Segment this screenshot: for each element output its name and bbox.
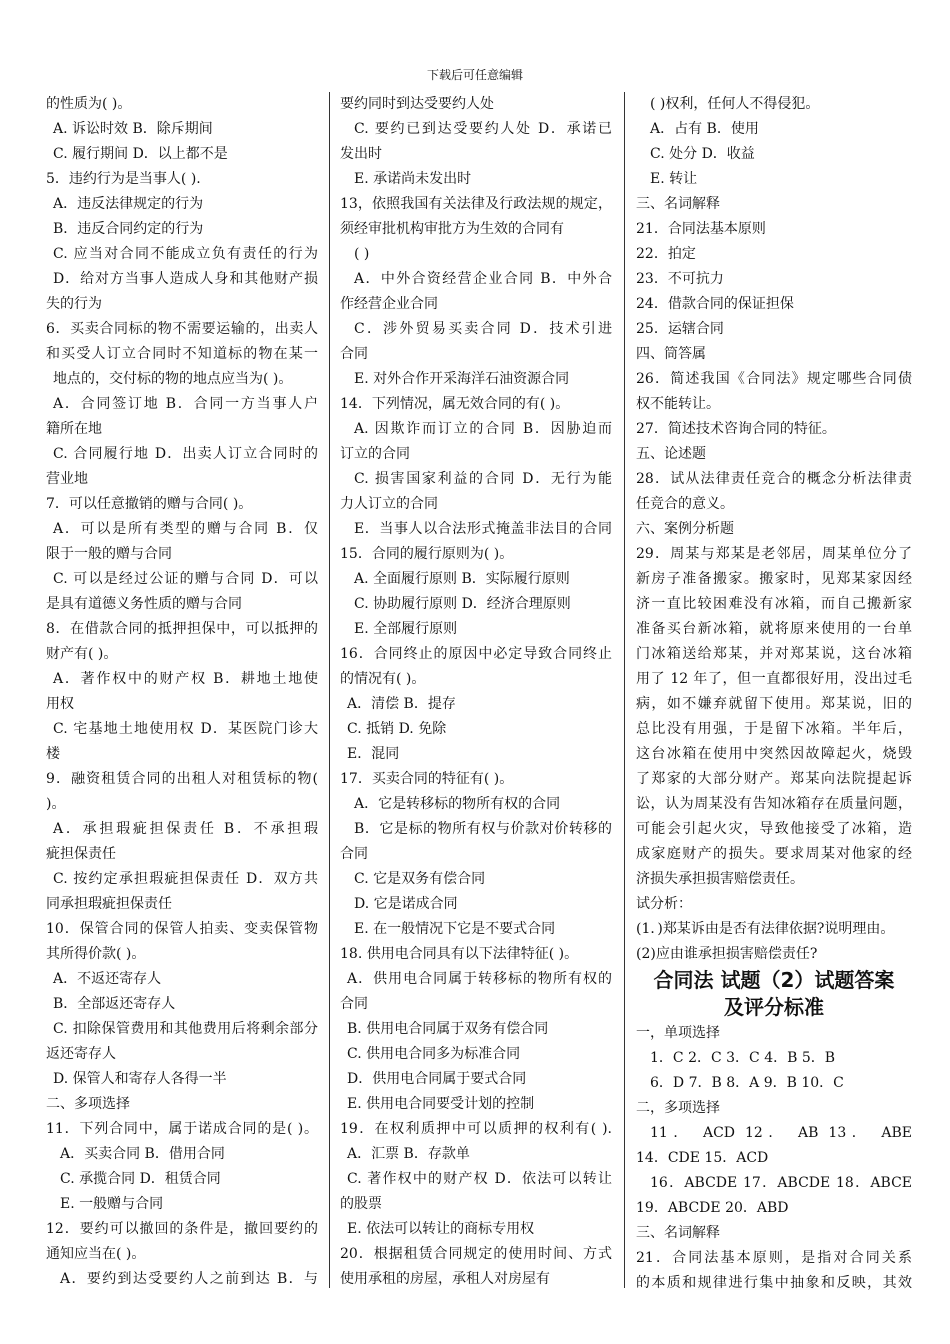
text-line: 29．周某与郑某是老邻居，周某单位分了 [636,546,912,562]
text-line: A．清偿 B．提存 [347,696,456,712]
text-line: 合同 [340,846,368,862]
text-line: C. 合同履行地 D．出卖人订立合同时的 [53,446,318,462]
text-line: E. 对外合作开采海洋石油资源合同 [354,371,570,387]
text-line: A．要约到达受要约人之前到达 B．与 [60,1271,318,1287]
text-line: A．不返还寄存人 [53,971,162,987]
text-line: 8．在借款合同的抵押担保中，可以抵押的 [46,621,318,637]
text-line: 营业地 [46,471,88,487]
text-line: 16．合同终止的原因中必定导致合同终止 [340,646,612,662]
text-line: A. 全面履行原则 B．实际履行原则 [354,571,570,587]
text-line: 16．ABCDE 17．ABCDE 18．ABCE [650,1175,912,1191]
text-line: C. 协助履行原则 D．经济合理原则 [354,596,571,612]
text-line: 24．借款合同的保证担保 [636,296,794,312]
text-line: 返还寄存人 [46,1046,116,1062]
text-line: E. 一般赠与合同 [60,1196,164,1212]
text-line: 15．合同的履行原则为( )。 [340,546,514,562]
text-line: B. 供用电合同属于双务有偿合同 [347,1021,549,1037]
text-line: A. 诉讼时效 B．除斥期间 [53,121,213,137]
text-line: 20．根据租赁合同规定的使用时间、方式 [340,1246,612,1262]
text-line: E. 全部履行原则 [354,621,458,637]
column-divider [624,92,625,1288]
text-line: A．汇票 B．存款单 [347,1146,470,1162]
text-line: A．买卖合同 B．借用合同 [60,1146,225,1162]
page-header: 下载后可任意编辑 [426,68,523,82]
text-line: 27．简述技术咨询合同的特征。 [636,421,836,437]
text-line: 试分析： [636,896,692,912]
text-line: 三、名词解释 [636,1225,720,1241]
text-line: E. 承诺尚未发出时 [354,171,472,187]
text-line: C．涉外贸易买卖合同 D．技术引进 [354,321,612,337]
text-line: C. 承揽合同 D．租赁合同 [60,1171,221,1187]
text-line: 13，依照我国有关法律及行政法规的规定， [340,196,612,212]
text-line: 成家庭财产的损失。要求周某对他家的经 [636,846,912,862]
text-line: 可能会引起火灾，导致他接受了冰箱，造 [636,821,912,837]
text-line: A．著作权中的财产权 B．耕地土地使 [53,671,318,687]
text-line: 用了 12 年了，但一直都很好用，没出过毛 [636,671,912,687]
text-line: 的情况有( )。 [340,671,426,687]
text-line: C. 损害国家利益的合同 D．无行为能 [354,471,612,487]
answer-title: 合同法 试题（2）试题答案 [653,968,895,992]
text-line: 25．运辖合同 [636,321,724,337]
text-line: D．给对方当事人造成人身和其他财产损 [53,271,318,287]
text-line: 5．违约行为是当事人( ). [46,171,201,187]
text-line: 合同 [340,996,368,1012]
text-line: 7．可以任意撤销的赠与合同( )。 [46,496,253,512]
text-line: A．中外合资经营企业合同 B．中外合 [354,271,612,287]
text-line: B．违反合同约定的行为 [53,221,204,237]
text-line: 19．在权利质押中可以质押的权利有( ). [340,1121,612,1137]
text-line: 新房子准备搬家。搬家时，见郑某家因经 [636,571,912,587]
text-line: 是具有道德义务性质的赠与合同 [46,596,242,612]
text-line: 这台冰箱在使用中突然因故障起火，烧毁 [636,746,912,762]
text-line: B．它是标的物所有权与价款对价转移的 [354,821,612,837]
text-line: 四、筒答属 [636,346,706,362]
text-line: C. 扣除保管费用和其他费用后将剩余部分 [53,1021,318,1037]
text-line: 6．D 7．B 8．A 9．B 10．C [650,1075,844,1091]
text-line: 14．下列情况，属无效合同的有( )。 [340,396,570,412]
text-line: 总比没有用强，于是留下冰箱。半年后， [636,721,912,737]
text-line: C. 著作权中的财产权 D．依法可以转让 [347,1171,612,1187]
text-line: A．承担瑕疵担保责任 B．不承担瑕 [53,821,318,837]
text-line: 其所得价款( )。 [46,946,146,962]
text-line: C. 宅基地土地使用权 D．某医院门诊大 [53,721,318,737]
text-line: 9．融资租赁合同的出租人对租赁标的物( [46,771,318,787]
text-line: E．混同 [347,746,400,762]
text-line: 22．拍定 [636,246,696,262]
text-line: 疵担保责任 [46,846,116,862]
text-line: 力人订立的合同 [340,496,438,512]
text-line: (1．)郑某诉由是否有法律依据?说明理由。 [636,921,895,937]
column-divider [329,92,330,1288]
text-line: 失的行为 [46,296,102,312]
column-left [46,92,318,1292]
text-line: B．全部返还寄存人 [53,996,176,1012]
text-line: ( ) [354,246,370,262]
text-line: 五、论述题 [636,446,706,462]
text-line: 的性质为( )。 [46,96,132,112]
text-line: A．供用电合同属于转移标的物所有权的 [347,971,612,987]
text-line: A．它是转移标的物所有权的合同 [354,796,561,812]
text-line: 任竞合的意义。 [636,496,734,512]
text-line: D. 它是诺成合同 [354,896,458,912]
text-line: 二，多项选择 [636,1100,720,1116]
text-line: 6．买卖合同标的物不需要运输的，出卖人 [46,321,318,337]
text-line: A．违反法律规定的行为 [53,196,204,212]
text-line: D．供用电合同属于要式合同 [347,1071,527,1087]
text-line: C. 应当对合同不能成立负有责任的行为 [53,246,318,262]
text-line: C. 按约定承担瑕疵担保责任 D．双方共 [53,871,318,887]
text-line: 11． ACD 12． AB 13． ABE [650,1125,912,1141]
text-line: C. 可以是经过公证的赠与合同 D．可以 [53,571,318,587]
text-line: 18. 供用电合同具有以下法律特征( )。 [340,946,579,962]
text-line: C. 要约已到达受要约人处 D．承诺已 [354,121,612,137]
text-line: D. 保管人和寄存人各得一半 [53,1071,227,1087]
text-line: 14．CDE 15．ACD [636,1150,769,1166]
text-line: 籍所在地 [46,421,102,437]
text-line: C. 抵销 D. 免除 [347,721,447,737]
text-line: E. 在一般情况下它是不要式合同 [354,921,556,937]
text-line: 和买受人订立合同时不知道标的物在某一 [46,346,318,362]
text-line: E. 转让 [650,171,698,187]
text-line: 济一直比较困难没有冰箱，而自己搬新家 [636,596,912,612]
text-line: (2)应由谁承担损害赔偿责任? [636,946,818,962]
text-line: E. 依法可以转让的商标专用权 [347,1221,535,1237]
text-line: 准备买台新冰箱，就将原来使用的一台单 [636,621,912,637]
text-line: 楼 [46,746,60,762]
text-line: 10．保管合同的保管人拍卖、变卖保管物 [46,921,318,937]
text-line: A．可以是所有类型的赠与合同 B．仅 [53,521,318,537]
text-line: 六、案例分析题 [636,521,734,537]
text-line: 的股票 [340,1196,382,1212]
text-line: 1．C 2．C 3．C 4．B 5．B [650,1050,836,1066]
column-middle [340,92,612,1292]
text-line: C. 供用电合同多为标准合同 [347,1046,521,1062]
text-line: 一，单项选择 [636,1025,720,1041]
text-line: 使用承租的房屋，承租人对房屋有 [340,1271,550,1287]
text-line: 通知应当在( )。 [46,1246,146,1262]
text-line: 合同 [340,346,368,362]
text-line: E．当事人以合法形式掩盖非法目的合同 [354,521,612,537]
text-line: A．占有 B．使用 [650,121,759,137]
text-line: E. 供用电合同要受计划的控制 [347,1096,535,1112]
text-line: A. 因欺诈而订立的合同 B．因胁迫而 [354,421,612,437]
text-line: 26．简述我国《合同法》规定哪些合同债 [636,371,912,387]
text-line: C. 处分 D．收益 [650,146,755,162]
text-line: 用权 [46,696,74,712]
text-line: 地点的，交付标的物的地点应当为( )。 [53,371,293,387]
text-line: 了郑家的大部分财产。郑某向法院提起诉 [636,771,912,787]
text-line: 讼，认为周某没有告知冰箱存在质量问题， [636,796,912,812]
text-line: 的本质和规律进行集中抽象和反映，其效 [636,1275,912,1291]
text-line: 21．合同法基本原则，是指对合同关系 [636,1250,912,1266]
text-line: )。 [46,796,66,812]
text-line: 21．合同法基本原则 [636,221,766,237]
text-line: ( )权利，任何人不得侵犯。 [650,96,820,112]
text-line: A．合同签订地 B．合同一方当事人户 [53,396,318,412]
text-line: 订立的合同 [340,446,410,462]
text-line: 11．下列合同中，属于诺成合同的是( )。 [46,1121,318,1137]
column-right [636,92,912,1296]
text-line: 限于一般的赠与合同 [46,546,172,562]
text-line: 三、名词解释 [636,196,720,212]
text-line: 财产有( )。 [46,646,118,662]
text-line: 同承担瑕疵担保责任 [46,896,172,912]
text-line: 病，如不嫌弃就留下使用。郑某说，旧的 [636,696,912,712]
text-line: 发出时 [340,146,382,162]
text-line: 17．买卖合同的特征有( )。 [340,771,514,787]
text-line: 济损失承担损害赔偿责任。 [636,871,804,887]
text-line: 12．要约可以撤回的条件是，撤回要约的 [46,1221,318,1237]
text-line: 23．不可抗力 [636,271,724,287]
text-line: 门冰箱送给郑某，并对郑某说，这台冰箱 [636,646,912,662]
text-line: 须经审批机构审批方为生效的合同有 [340,221,564,237]
text-line: 28．试从法律责任竞合的概念分析法律责 [636,471,912,487]
answer-title: 及评分标准 [724,995,824,1019]
text-line: C. 它是双务有偿合同 [354,871,486,887]
text-line: 要约同时到达受要约人处 [340,96,494,112]
text-line: C. 履行期间 D．以上都不是 [53,146,228,162]
text-line: 19．ABCDE 20．ABD [636,1200,789,1216]
text-line: 二、多项选择 [46,1096,130,1112]
text-line: 作经营企业合同 [340,296,438,312]
text-line: 权不能转让。 [636,396,720,412]
